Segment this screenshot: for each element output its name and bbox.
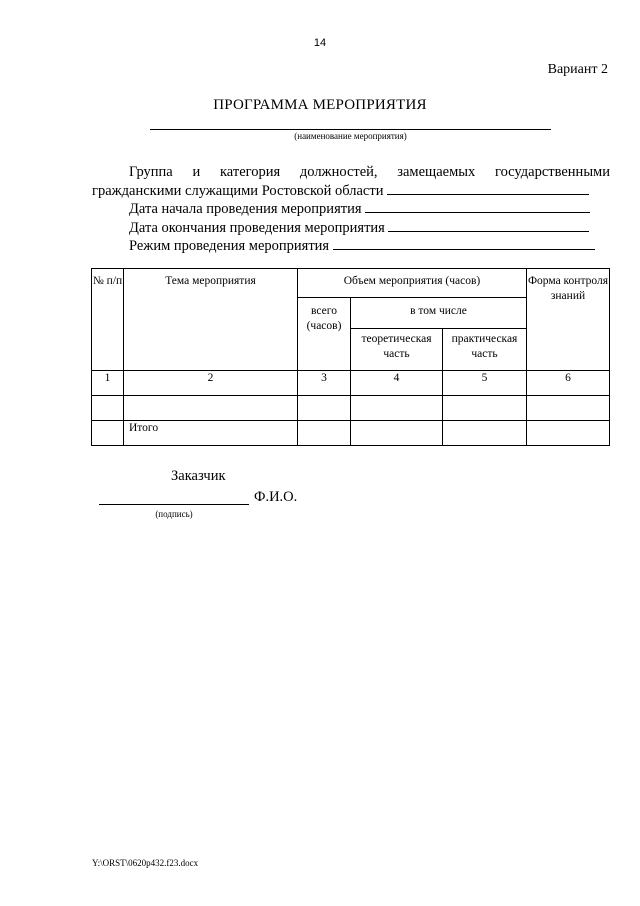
end-date-blank (388, 219, 589, 232)
end-date-field (129, 219, 589, 238)
table-cell (527, 396, 610, 421)
table-cell (527, 421, 610, 446)
variant-label: Вариант 2 (547, 62, 608, 77)
header-including: в том числе (351, 298, 527, 329)
total-label: Итого (124, 421, 298, 446)
footer-file-path: Y:\ORST\0620p432.f23.docx (92, 858, 199, 868)
table-cell (92, 396, 124, 421)
header-num: № п/п (92, 269, 124, 371)
table-cell (298, 396, 351, 421)
header-practice: практическая часть (443, 329, 527, 371)
group-category-blank (387, 182, 589, 195)
header-theory: теоретическая часть (351, 329, 443, 371)
event-name-caption: (наименование мероприятия) (294, 131, 407, 141)
group-category-line1: Группа и категория должностей, замещаемых государственными (129, 164, 610, 180)
header-volume: Объем мероприятия (часов) (298, 269, 527, 298)
table-cell (124, 396, 298, 421)
total-row (92, 421, 610, 446)
signature-caption: (подпись) (155, 509, 193, 519)
event-name-line (150, 129, 551, 130)
program-table (91, 268, 610, 446)
start-date-label: Дата начала проведения мероприятия (129, 201, 362, 217)
column-number: 1 (92, 371, 124, 396)
customer-label: Заказчик (171, 468, 226, 484)
header-topic: Тема мероприятия (124, 269, 298, 371)
start-date-field (129, 200, 590, 219)
signature-line (99, 504, 249, 505)
column-number-row (92, 371, 610, 396)
column-number: 3 (298, 371, 351, 396)
header-control: Форма контроля знаний (527, 269, 610, 371)
table-cell (351, 396, 443, 421)
fio-label: Ф.И.О. (254, 489, 298, 505)
start-date-blank (365, 200, 590, 213)
mode-field (129, 237, 595, 256)
mode-label: Режим проведения мероприятия (129, 238, 330, 254)
page-number: 14 (313, 37, 327, 49)
table-cell (298, 421, 351, 446)
column-number: 5 (443, 371, 527, 396)
table-cell (443, 396, 527, 421)
column-number: 6 (527, 371, 610, 396)
group-category-line2 (92, 182, 610, 201)
page-title: ПРОГРАММА МЕРОПРИЯТИЯ (213, 97, 427, 113)
column-number: 2 (124, 371, 298, 396)
group-category-label: гражданскими служащими Ростовской области (92, 183, 384, 199)
column-number: 4 (351, 371, 443, 396)
end-date-label: Дата окончания проведения мероприятия (129, 220, 385, 236)
header-total-hours: всего (часов) (298, 298, 351, 371)
table-cell (443, 421, 527, 446)
table-row (92, 396, 610, 421)
table-cell (92, 421, 124, 446)
mode-blank (333, 237, 595, 250)
table-cell (351, 421, 443, 446)
